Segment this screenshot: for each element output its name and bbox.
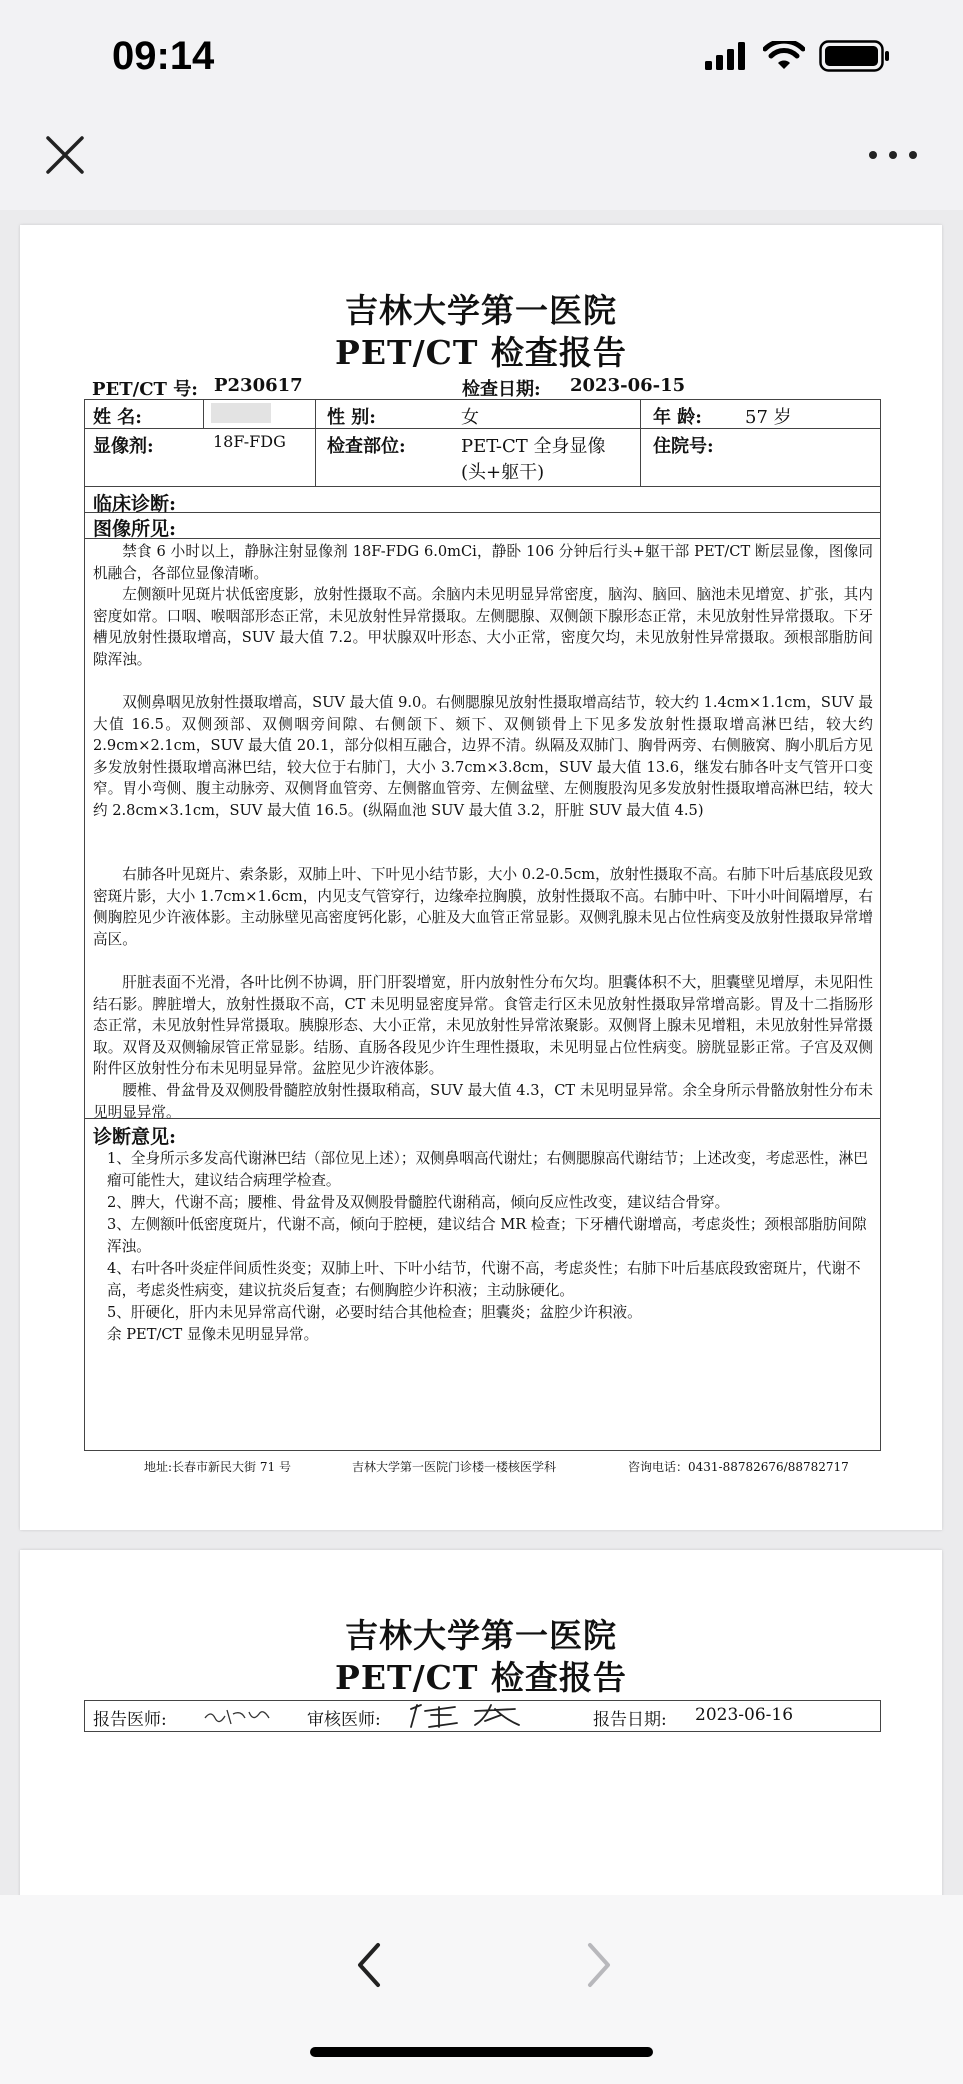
footer-phone: 咨询电话：0431-88782676/88782717: [628, 1460, 849, 1474]
footer-address: 地址:长春市新民大街 71 号: [144, 1460, 291, 1474]
hospital-name: 吉林大学第一医院: [345, 1616, 617, 1655]
bottom-toolbar: [0, 1895, 963, 2084]
report-title: PET/CT 检查报告: [335, 333, 627, 372]
exam-date-label: 检查日期:: [462, 379, 541, 400]
report-date-label: 报告日期:: [593, 1710, 667, 1730]
diagnosis-item: 5、肝硬化，肝内未见异常高代谢，必要时结合其他检查；胆囊炎；盆腔少许积液。: [107, 1304, 642, 1321]
name-value-redacted: [211, 403, 271, 423]
top-toolbar: [0, 110, 963, 210]
reviewer-label: 审核医师:: [307, 1710, 381, 1730]
reporter-signature: [201, 1704, 281, 1728]
more-options-icon[interactable]: [863, 130, 923, 180]
diagnosis-label: 诊断意见:: [93, 1126, 177, 1148]
report-title: PET/CT 检查报告: [335, 1658, 627, 1697]
inpatient-label: 住院号:: [653, 436, 714, 457]
findings-paragraph: 禁食 6 小时以上，静脉注射显像剂 18F-FDG 6.0mCi，静卧 106 分钟后行头+躯干部 PET/CT 断层显像，图像同机融合，各部位显像清晰。: [93, 543, 873, 582]
findings-paragraph: 腰椎、骨盆骨及双侧股骨髓腔放射性摄取稍高，SUV 最大值 4.3，CT 未见明显异常。余全身所示骨骼放射性分布未见明显异常。: [93, 1082, 873, 1121]
status-bar: [0, 0, 963, 110]
wifi-icon: [763, 41, 805, 71]
status-time: 09:14: [112, 34, 215, 78]
exam-date: 2023-06-15: [570, 375, 686, 396]
diagnosis-item: 4、右叶各叶炎症伴间质性炎变；双肺上叶、下叶小结节，代谢不高，考虑炎性；右肺下叶后基底段致密斑片，代谢不高，考虑炎性病变，建议抗炎后复查；右侧胸腔少许积液；主动脉硬化。: [107, 1260, 861, 1299]
diagnosis-item: 余 PET/CT 显像未见明显异常。: [107, 1326, 319, 1343]
report-page-1: [20, 225, 942, 1530]
tracer-label: 显像剂:: [93, 436, 154, 457]
petct-no-label: PET/CT 号:: [92, 379, 198, 400]
home-indicator[interactable]: [310, 2047, 653, 2057]
id-line: [92, 375, 892, 399]
site-value-line2: (头+躯干): [461, 462, 545, 483]
petct-no: P230617: [214, 375, 303, 396]
sex-value: 女: [461, 407, 479, 428]
site-value-line1: PET-CT 全身显像: [461, 436, 606, 457]
battery-icon: [819, 40, 891, 72]
age-value: 57 岁: [745, 407, 792, 428]
report-table: [84, 399, 881, 1451]
findings-paragraph: 右肺各叶见斑片、索条影，双肺上叶、下叶见小结节影，大小 0.2-0.5cm，放射性摄取不高。右肺下叶后基底段见致密斑片影，大小 1.7cm×1.6cm，内见支气管穿行，边缘牵拉胸膜，放射性摄取不高。右肺中叶、下叶小叶间隔增厚，右侧胸腔见少许液体影。主动脉壁见高密度钙化影，心脏及大血管正常显影。双侧乳腺未见占位性病变及放射性摄取异常增高区。: [93, 866, 873, 948]
diagnosis-item: 3、左侧额叶低密度斑片，代谢不高，倾向于腔梗，建议结合 MR 检查；下牙槽代谢增高，考虑炎性；颈根部脂肪间隙浑浊。: [107, 1216, 867, 1255]
findings-paragraph: 肝脏表面不光滑，各叶比例不协调，肝门肝裂增宽，肝内放射性分布欠均。胆囊体积不大，胆囊壁见增厚，未见阳性结石影。脾脏增大，放射性摄取不高，CT 未见明显密度异常。食管走行区未见放射性摄取异常增高影。胃及十二指肠形态正常，未见放射性异常摄取。胰腺形态、大小正常，未见放射性异常浓聚影。双侧肾上腺未见增粗，未见放射性异常摄取。双肾及双侧输尿管正常显影。结肠、直肠各段见少许生理性摄取，未见明显占位性病变。膀胱显影正常。子宫及双侧附件区放射性分布未见明显异常。盆腔见少许液体影。: [93, 974, 873, 1077]
next-page-icon[interactable]: [578, 1935, 618, 1995]
site-label: 检查部位:: [327, 436, 406, 457]
sex-label: 性 别:: [327, 407, 376, 428]
document-viewer[interactable]: [0, 210, 963, 1895]
tracer-value: 18F-FDG: [213, 432, 286, 451]
name-label: 姓 名:: [93, 407, 142, 428]
clinical-diagnosis-label: 临床诊断:: [93, 493, 177, 515]
findings-paragraph: 双侧鼻咽见放射性摄取增高，SUV 最大值 9.0。右侧腮腺见放射性摄取增高结节，较大约 1.4cm×1.1cm，SUV 最大值 16.5。双侧颈部、双侧咽旁间隙、右侧颌下、颏下、双侧锁骨上下见多发放射性摄取增高淋巴结，较大约 2.9cm×2.1cm，SUV 最大值 20.1，部分似相互融合，边界不清。纵隔及双肺门、胸骨两旁、右侧腋窝、胸小肌后方见多发放射性摄取增高淋巴结，较大位于右肺门，大小 3.7cm×3.8cm，SUV 最大值 13.6，继发右肺各叶支气管开口变窄。胃小弯侧、腹主动脉旁、双侧肾血管旁、左侧髂血管旁、左侧盆壁、左侧腹股沟见多发放射性摄取增高淋巴结，较大约 2.8cm×3.1cm，SUV 最大值 16.5。(纵隔血池 SUV 最大值 3.2，肝脏 SUV 最大值 4.5): [93, 694, 873, 819]
findings-label: 图像所见:: [93, 518, 177, 540]
age-label: 年 龄:: [653, 407, 702, 428]
diagnosis-item: 1、全身所示多发高代谢淋巴结（部位见上述）；双侧鼻咽高代谢灶；右侧腮腺高代谢结节；上述改变，考虑恶性，淋巴瘤可能性大，建议结合病理学检查。: [107, 1150, 868, 1189]
report-date: 2023-06-16: [695, 1705, 794, 1725]
hospital-name: 吉林大学第一医院: [345, 291, 617, 330]
report-page-2: [20, 1550, 942, 1895]
status-icons: [705, 40, 891, 72]
signature-row: [84, 1700, 881, 1732]
reporter-label: 报告医师:: [93, 1710, 167, 1730]
diagnosis-item: 2、脾大，代谢不高；腰椎、骨盆骨及双侧股骨髓腔代谢稍高，倾向反应性改变，建议结合骨穿。: [107, 1194, 730, 1211]
signal-icon: [705, 42, 749, 70]
findings-paragraph: 左侧额叶见斑片状低密度影，放射性摄取不高。余脑内未见明显异常密度，脑沟、脑回、脑池未见增宽、扩张，其内密度如常。口咽、喉咽部形态正常，未见放射性异常摄取。左侧腮腺、双侧颌下腺形态正常，未见放射性异常摄取。下牙槽见放射性摄取增高，SUV 最大值 7.2。甲状腺双叶形态、大小正常，密度欠均，未见放射性异常摄取。颈根部脂肪间隙浑浊。: [93, 586, 873, 668]
footer-department: 吉林大学第一医院门诊楼一楼核医学科: [352, 1460, 557, 1474]
reviewer-signature: [405, 1701, 535, 1731]
previous-page-icon[interactable]: [350, 1935, 390, 1995]
close-icon[interactable]: [40, 130, 90, 180]
